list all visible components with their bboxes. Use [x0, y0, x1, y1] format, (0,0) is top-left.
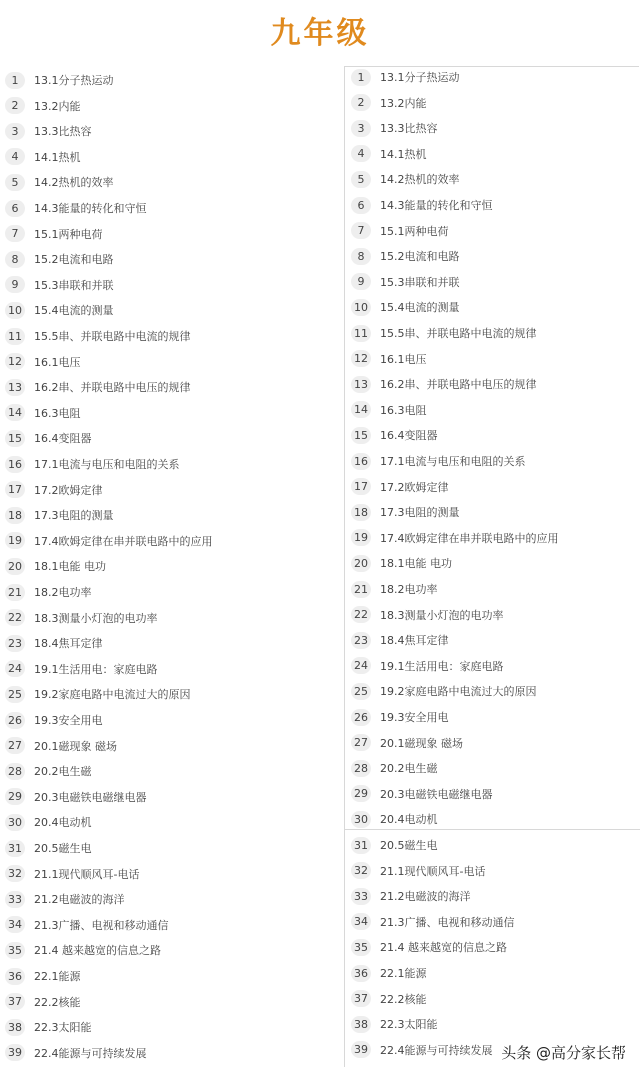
list-item — [5, 327, 191, 345]
item-label: 14.3能量的转化和守恒 — [380, 199, 493, 212]
list-item — [5, 762, 92, 780]
item-number-badge: 10 — [5, 302, 25, 319]
item-number-badge: 24 — [5, 660, 25, 677]
list-item — [5, 1018, 92, 1036]
item-number-badge: 19 — [5, 532, 25, 549]
list-item — [351, 785, 493, 803]
item-number-badge: 4 — [5, 148, 25, 165]
page-title: 九年级 — [270, 16, 370, 51]
list-item — [5, 583, 92, 601]
list-item — [5, 148, 81, 166]
list-item — [5, 660, 158, 678]
list-item — [5, 711, 103, 729]
item-number-badge: 36 — [351, 965, 371, 982]
item-label: 18.4焦耳定律 — [380, 634, 449, 648]
item-number-badge: 35 — [351, 939, 371, 956]
item-number-badge: 20 — [5, 558, 25, 575]
item-number-badge: 1 — [351, 69, 371, 86]
item-number-badge: 26 — [5, 712, 25, 729]
item-label: 17.4欧姆定律在串并联电路中的应用 — [34, 534, 213, 548]
list-item — [5, 250, 114, 268]
item-number-badge: 17 — [5, 481, 25, 498]
list-item — [5, 916, 169, 934]
item-number-badge: 18 — [5, 507, 25, 524]
item-label: 21.2电磁波的海洋 — [380, 890, 471, 904]
item-label: 18.3测量小灯泡的电功率 — [380, 608, 504, 622]
list-item — [5, 532, 213, 550]
item-label: 17.3电阻的测量 — [34, 509, 114, 523]
item-label: 15.2电流和电路 — [34, 253, 114, 267]
item-label: 13.3比热容 — [34, 125, 92, 139]
item-label: 16.1电压 — [380, 352, 427, 366]
item-number-badge: 4 — [351, 145, 371, 162]
list-item — [351, 1041, 493, 1059]
item-label: 17.4欧姆定律在串并联电路中的应用 — [380, 531, 559, 545]
list-item — [5, 941, 161, 959]
item-label: 16.3电阻 — [380, 403, 427, 417]
list-item — [351, 324, 537, 342]
list-item — [5, 71, 114, 89]
item-label: 20.2电生磁 — [380, 762, 438, 776]
list-item — [351, 938, 507, 956]
item-number-badge: 6 — [351, 197, 371, 214]
item-label: 16.2串、并联电路中电压的规律 — [380, 378, 537, 392]
item-label: 15.1两种电荷 — [380, 224, 449, 238]
item-label: 13.3比热容 — [380, 122, 438, 136]
item-number-badge: 19 — [351, 529, 371, 546]
list-item — [351, 145, 427, 163]
item-label: 18.2电功率 — [34, 586, 92, 599]
item-label: 17.3电阻的测量 — [380, 506, 460, 520]
item-label: 16.4变阻器 — [380, 429, 438, 443]
item-number-badge: 5 — [5, 174, 25, 191]
item-label: 15.5串、并联电路中电流的规律 — [34, 330, 191, 343]
item-label: 22.1能源 — [380, 967, 427, 980]
item-number-badge: 28 — [351, 760, 371, 777]
list-item — [5, 97, 81, 115]
item-label: 22.2核能 — [34, 995, 81, 1009]
list-item — [351, 503, 460, 521]
item-number-badge: 37 — [5, 993, 25, 1010]
list-item — [351, 606, 504, 624]
item-number-badge: 14 — [351, 401, 371, 418]
item-number-badge: 15 — [351, 427, 371, 444]
item-label: 20.2电生磁 — [34, 765, 92, 779]
item-label: 21.1现代顺风耳-电话 — [34, 867, 140, 881]
item-number-badge: 22 — [351, 606, 371, 623]
list-item — [351, 170, 460, 188]
list-item — [5, 404, 81, 422]
list-item — [5, 967, 81, 985]
item-number-badge: 7 — [5, 225, 25, 242]
item-label: 20.5磁生电 — [34, 842, 92, 855]
list-item — [5, 225, 103, 243]
item-label: 15.3串联和并联 — [34, 278, 114, 292]
list-item — [5, 481, 103, 499]
item-number-badge: 11 — [351, 325, 371, 342]
item-label: 19.3安全用电 — [34, 714, 103, 727]
item-label: 15.5串、并联电路中电流的规律 — [380, 327, 537, 340]
item-number-badge: 9 — [5, 276, 25, 293]
list-item — [351, 350, 427, 368]
item-label: 21.3广播、电视和移动通信 — [380, 915, 515, 929]
item-number-badge: 31 — [5, 840, 25, 857]
item-number-badge: 6 — [5, 200, 25, 217]
item-number-badge: 20 — [351, 555, 371, 572]
list-item — [5, 122, 92, 140]
list-item — [5, 609, 158, 627]
item-label: 15.4电流的测量 — [380, 301, 460, 315]
item-label: 21.4 越来越宽的信息之路 — [380, 941, 507, 955]
list-item — [351, 426, 438, 444]
right-panel-divider — [344, 829, 640, 830]
item-label: 20.3电磁铁电磁继电器 — [380, 787, 493, 801]
item-label: 15.2电流和电路 — [380, 250, 460, 264]
item-number-badge: 16 — [5, 456, 25, 473]
item-label: 14.2热机的效率 — [380, 173, 460, 187]
list-item — [351, 708, 449, 726]
list-item — [351, 94, 427, 112]
item-label: 19.2家庭电路中电流过大的原因 — [34, 688, 191, 702]
list-item — [5, 455, 180, 473]
item-number-badge: 33 — [351, 888, 371, 905]
item-label: 14.2热机的效率 — [34, 176, 114, 190]
list-item — [5, 301, 114, 319]
item-number-badge: 24 — [351, 657, 371, 674]
list-item — [5, 1044, 147, 1062]
list-item — [5, 276, 114, 294]
item-number-badge: 31 — [351, 837, 371, 854]
item-number-badge: 38 — [351, 1016, 371, 1033]
item-number-badge: 14 — [5, 404, 25, 421]
item-label: 21.2电磁波的海洋 — [34, 893, 125, 907]
item-label: 19.1生活用电：家庭电路 — [380, 659, 504, 673]
item-number-badge: 9 — [351, 273, 371, 290]
item-label: 18.3测量小灯泡的电功率 — [34, 611, 158, 625]
item-number-badge: 13 — [351, 376, 371, 393]
list-item — [5, 199, 147, 217]
item-number-badge: 30 — [351, 811, 371, 828]
item-number-badge: 39 — [5, 1044, 25, 1061]
item-number-badge: 32 — [351, 862, 371, 879]
list-item — [351, 990, 427, 1008]
item-label: 18.4焦耳定律 — [34, 637, 103, 651]
item-label: 13.2内能 — [34, 99, 81, 113]
item-number-badge: 10 — [351, 299, 371, 316]
item-number-badge: 21 — [5, 584, 25, 601]
item-number-badge: 23 — [351, 632, 371, 649]
list-item — [5, 865, 139, 883]
item-label: 17.2欧姆定律 — [34, 483, 103, 497]
list-item — [351, 887, 471, 905]
item-label: 22.3太阳能 — [380, 1018, 438, 1032]
list-item — [351, 836, 438, 854]
list-item — [5, 993, 81, 1011]
item-number-badge: 29 — [5, 788, 25, 805]
list-item — [351, 478, 449, 496]
item-label: 13.1分子热运动 — [380, 71, 460, 84]
item-label: 16.4变阻器 — [34, 432, 92, 446]
item-label: 15.4电流的测量 — [34, 304, 114, 318]
list-item — [5, 353, 81, 371]
item-label: 19.3安全用电 — [380, 711, 449, 724]
item-label: 18.1电能 电功 — [380, 557, 452, 571]
item-label: 21.1现代顺风耳-电话 — [380, 864, 486, 878]
item-number-badge: 3 — [5, 123, 25, 140]
list-item — [351, 247, 460, 265]
item-number-badge: 12 — [5, 353, 25, 370]
watermark: 头条 @高分家长帮 — [501, 1044, 626, 1062]
item-label: 19.1生活用电：家庭电路 — [34, 662, 158, 676]
item-label: 13.2内能 — [380, 96, 427, 110]
list-item — [351, 298, 460, 316]
item-label: 19.2家庭电路中电流过大的原因 — [380, 685, 537, 699]
list-item — [5, 839, 92, 857]
item-number-badge: 3 — [351, 120, 371, 137]
item-label: 22.2核能 — [380, 992, 427, 1006]
list-item — [5, 737, 117, 755]
item-label: 22.4能源与可持续发展 — [34, 1046, 147, 1060]
item-label: 20.4电动机 — [380, 813, 438, 827]
item-label: 17.2欧姆定律 — [380, 480, 449, 494]
item-number-badge: 25 — [351, 683, 371, 700]
item-label: 14.3能量的转化和守恒 — [34, 202, 147, 215]
list-item — [5, 429, 92, 447]
item-number-badge: 27 — [351, 734, 371, 751]
list-item — [5, 788, 147, 806]
item-label: 15.1两种电荷 — [34, 227, 103, 241]
item-label: 20.5磁生电 — [380, 839, 438, 852]
item-number-badge: 12 — [351, 350, 371, 367]
item-number-badge: 18 — [351, 504, 371, 521]
item-number-badge: 28 — [5, 763, 25, 780]
list-item — [5, 813, 92, 831]
list-item — [351, 682, 537, 700]
item-label: 17.1电流与电压和电阻的关系 — [34, 458, 180, 471]
list-item — [5, 378, 191, 396]
item-number-badge: 34 — [351, 913, 371, 930]
item-number-badge: 36 — [5, 968, 25, 985]
item-number-badge: 2 — [351, 94, 371, 111]
item-number-badge: 11 — [5, 328, 25, 345]
item-number-badge: 37 — [351, 990, 371, 1007]
list-item — [351, 759, 438, 777]
item-number-badge: 2 — [5, 97, 25, 114]
item-label: 22.3太阳能 — [34, 1021, 92, 1035]
item-number-badge: 17 — [351, 478, 371, 495]
list-item — [351, 375, 537, 393]
item-number-badge: 26 — [351, 709, 371, 726]
item-number-badge: 13 — [5, 379, 25, 396]
item-label: 16.1电压 — [34, 355, 81, 369]
list-item — [351, 68, 460, 86]
list-item — [351, 1015, 438, 1033]
item-label: 20.3电磁铁电磁继电器 — [34, 790, 147, 804]
item-number-badge: 15 — [5, 430, 25, 447]
item-label: 13.1分子热运动 — [34, 74, 114, 87]
item-number-badge: 39 — [351, 1041, 371, 1058]
item-number-badge: 38 — [5, 1019, 25, 1036]
item-number-badge: 32 — [5, 865, 25, 882]
list-item — [351, 862, 485, 880]
list-item — [351, 631, 449, 649]
item-number-badge: 8 — [5, 251, 25, 268]
list-item — [351, 657, 504, 675]
item-label: 21.3广播、电视和移动通信 — [34, 918, 169, 932]
item-number-badge: 7 — [351, 222, 371, 239]
item-number-badge: 8 — [351, 248, 371, 265]
item-label: 16.3电阻 — [34, 406, 81, 420]
item-number-badge: 27 — [5, 737, 25, 754]
list-item — [5, 506, 114, 524]
item-number-badge: 35 — [5, 942, 25, 959]
item-number-badge: 30 — [5, 814, 25, 831]
item-number-badge: 5 — [351, 171, 371, 188]
list-item — [351, 913, 515, 931]
item-label: 22.1能源 — [34, 970, 81, 983]
list-item — [351, 401, 427, 419]
list-item — [351, 810, 438, 828]
list-item — [5, 634, 103, 652]
item-label: 18.2电功率 — [380, 583, 438, 596]
item-number-badge: 22 — [5, 609, 25, 626]
list-item — [5, 557, 106, 575]
list-item — [351, 273, 460, 291]
list-item — [351, 222, 449, 240]
item-label: 22.4能源与可持续发展 — [380, 1043, 493, 1057]
item-number-badge: 34 — [5, 916, 25, 933]
item-label: 21.4 越来越宽的信息之路 — [34, 944, 161, 958]
item-label: 15.3串联和并联 — [380, 275, 460, 289]
item-label: 20.4电动机 — [34, 816, 92, 830]
item-label: 20.1磁现象 磁场 — [34, 739, 117, 753]
list-item — [351, 734, 463, 752]
item-label: 20.1磁现象 磁场 — [380, 736, 463, 750]
item-number-badge: 33 — [5, 891, 25, 908]
list-item — [351, 119, 438, 137]
item-number-badge: 21 — [351, 581, 371, 598]
item-label: 14.1热机 — [34, 150, 81, 164]
item-label: 16.2串、并联电路中电压的规律 — [34, 381, 191, 395]
item-label: 14.1热机 — [380, 147, 427, 161]
item-number-badge: 29 — [351, 785, 371, 802]
list-item — [351, 580, 438, 598]
list-item — [351, 196, 493, 214]
list-item — [5, 890, 125, 908]
list-item — [5, 685, 191, 703]
item-label: 18.1电能 电功 — [34, 560, 106, 574]
item-number-badge: 16 — [351, 453, 371, 470]
item-number-badge: 25 — [5, 686, 25, 703]
list-item — [5, 173, 114, 191]
list-item — [351, 964, 427, 982]
list-item — [351, 452, 526, 470]
list-item — [351, 529, 559, 547]
list-item — [351, 554, 452, 572]
item-label: 17.1电流与电压和电阻的关系 — [380, 455, 526, 468]
item-number-badge: 1 — [5, 72, 25, 89]
item-number-badge: 23 — [5, 635, 25, 652]
